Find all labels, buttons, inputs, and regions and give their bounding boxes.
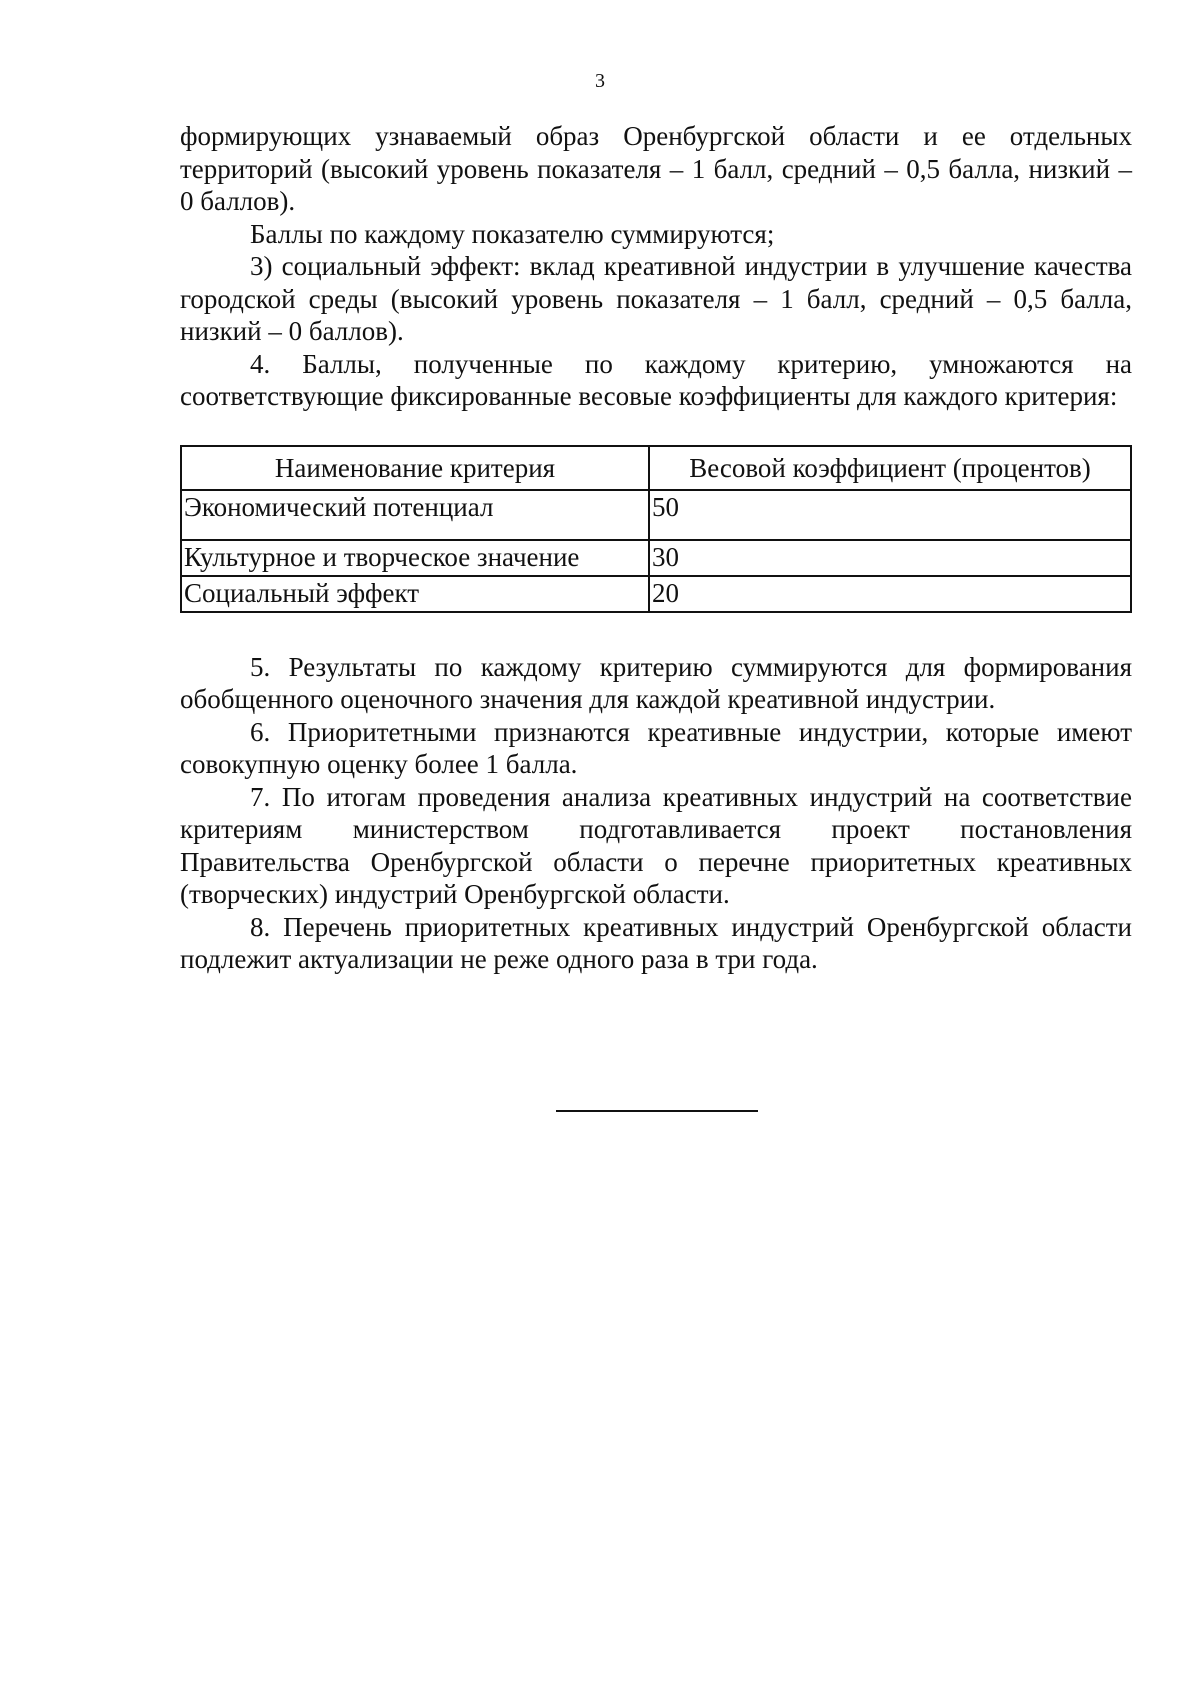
weight-cell: 30 (649, 540, 1131, 576)
document-body (180, 120, 1132, 976)
paragraph-item-7: 7. По итогам проведения анализа креативных индустрий на соответствие критериям министерством подготавливается проект постановления Правительства Оренбургской области о перечне приоритетных креативных (творческих) индустрий Оренбургской области. (180, 781, 1132, 909)
criterion-name-cell: Культурное и творческое значение (181, 540, 649, 576)
paragraph-item-6: 6. Приоритетными признаются креативные индустрии, которые имеют совокупную оценку более 1 балла. (180, 716, 1132, 779)
criteria-weights-table (180, 445, 1132, 613)
header-criterion-name: Наименование критерия (181, 446, 649, 490)
criterion-name-cell: Экономический потенциал (181, 490, 649, 540)
paragraph-item-5: 5. Результаты по каждому критерию суммируются для формирования обобщенного оценочного значения для каждой креативной индустрии. (180, 651, 1132, 714)
criterion-name-cell: Социальный эффект (181, 576, 649, 612)
table-row (181, 576, 1131, 612)
table-row (181, 490, 1131, 540)
paragraph-item-8: 8. Перечень приоритетных креативных индустрий Оренбургской области подлежит актуализации не реже одного раза в три года. (180, 911, 1132, 974)
page-number: 3 (595, 70, 605, 92)
paragraph-scores-summed: Баллы по каждому показателю суммируются; (250, 218, 775, 249)
end-of-document-rule (556, 1110, 758, 1112)
header-weight-coefficient: Весовой коэффициент (процентов) (649, 446, 1131, 490)
paragraph-social-effect: 3) социальный эффект: вклад креативной индустрии в улучшение качества городской среды (высокий уровень показателя – 1 балл, средний – 0,5 балла, низкий – 0 баллов). (180, 251, 1132, 346)
weight-cell: 20 (649, 576, 1131, 612)
weight-cell: 50 (649, 490, 1131, 540)
paragraph-continuation: формирующих узнаваемый образ Оренбургской области и ее отдельных территорий (высокий уровень показателя – 1 балл, средний – 0,5 балла, низкий – 0 баллов). (180, 121, 1132, 216)
table-row (181, 540, 1131, 576)
table-header-row (181, 446, 1131, 490)
paragraph-item-4: 4. Баллы, полученные по каждому критерию, умножаются на соответствующие фиксированные весовые коэффициенты для каждого критерия: (180, 348, 1132, 411)
